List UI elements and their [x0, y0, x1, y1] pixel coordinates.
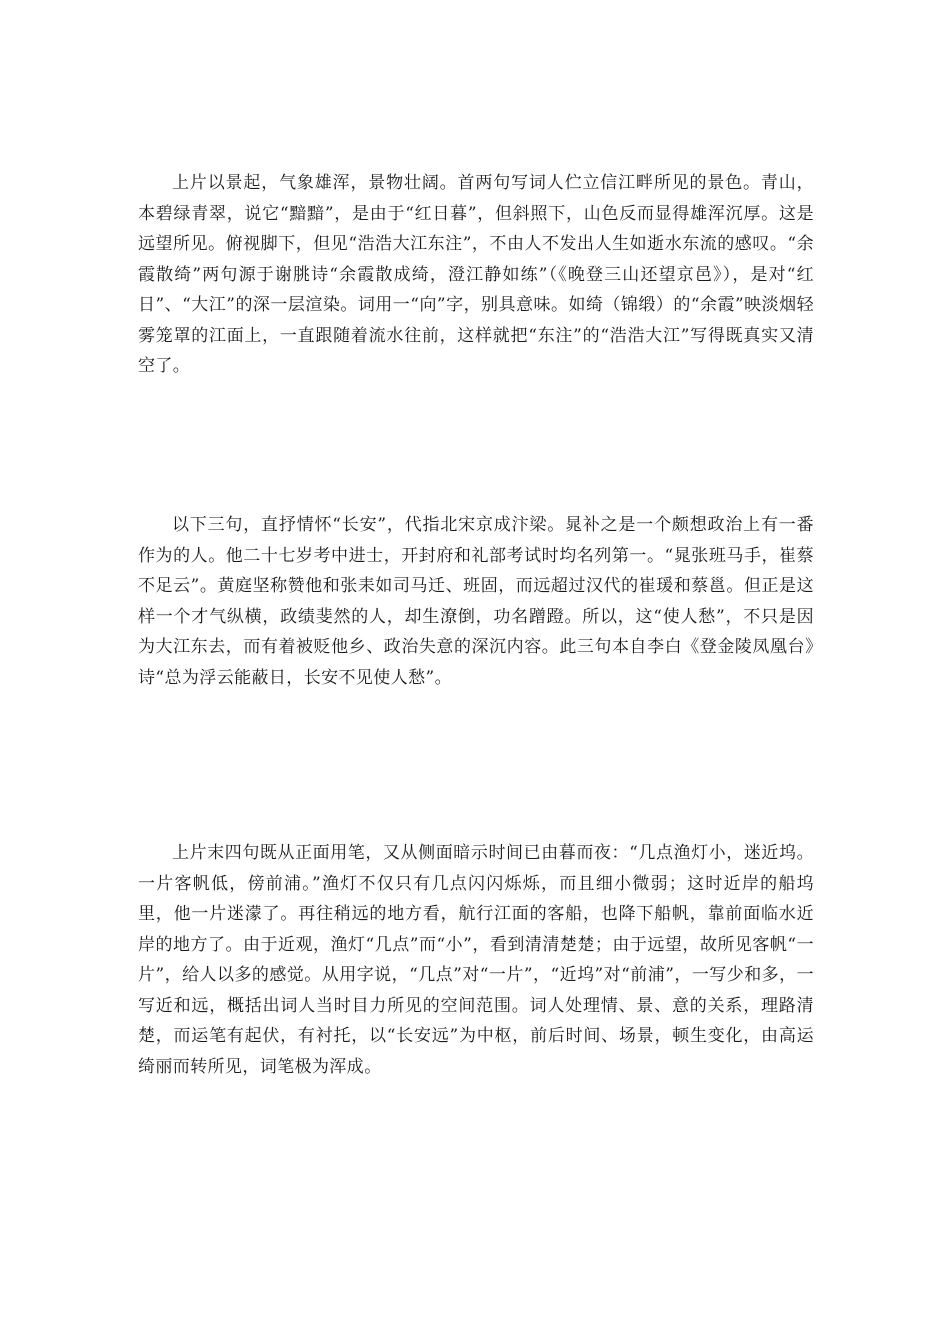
- paragraph-1: 上片以景起，气象雄浑，景物壮阔。首两句写词人伫立信江畔所见的景色。青山，本碧绿青翠，说它“黯黯”，是由于“红日暮”，但斜照下，山色反而显得雄浑沉厚。这是远望所见。俯视脚下，但见“浩浩大江东注”，不由人不发出人生如逝水东流的感叹。“余霞散绮”两句源于谢朓诗“余霞散成绮，澄江静如练”（《晚登三山还望京邑》），是对“红日”、“大江”的深一层渲染。词用一“向”字，别具意味。如绮（锦缎）的“余霞”映淡烟轻雾笼罩的江面上，一直跟随着流水往前，这样就把“东注”的“浩浩大江”写得既真实又清空了。: [138, 173, 814, 376]
- paragraph-2: 以下三句，直抒情怀“长安”，代指北宋京成汴梁。晁补之是一个颇想政治上有一番作为的人。他二十七岁考中进士，开封府和礼部考试时均名列第一。“晁张班马手，崔蔡不足云”。黄庭坚称赞他和张耒如司马迁、班固，而远超过汉代的崔瑗和蔡邕。但正是这样一个才气纵横，政绩斐然的人，却生潦倒，功名蹭蹬。所以，这“使人愁”，不只是因为大江东去，而有着被贬他乡、政治失意的深沉内容。此三句本自李白《登金陵凤凰台》诗“总为浮云能蔽日，长安不见使人愁”。: [138, 515, 814, 688]
- paragraph-3: 上片末四句既从正面用笔，又从侧面暗示时间已由暮而夜：“几点渔灯小，迷近坞。一片客帆低，傍前浦。”渔灯不仅只有几点闪闪烁烁，而且细小微弱；这时近岸的船坞里，他一片迷濛了。再往稍远的地方看，航行江面的客船，也降下船帆，靠前面临水近岸的地方了。由于近观，渔灯“几点”而“小”，看到清清楚楚；由于远望，故所见客帆“一片”，给人以多的感觉。从用字说，“几点”对“一片”，“近坞”对“前浦”，一写少和多，一写近和远，概括出词人当时目力所见的空间范围。词人处理情、景、意的关系，理路清楚，而运笔有起伏，有衬托，以“长安远”为中枢，前后时间、场景，顿生变化，由高运绮丽而转所见，词笔极为浑成。: [138, 843, 814, 1077]
